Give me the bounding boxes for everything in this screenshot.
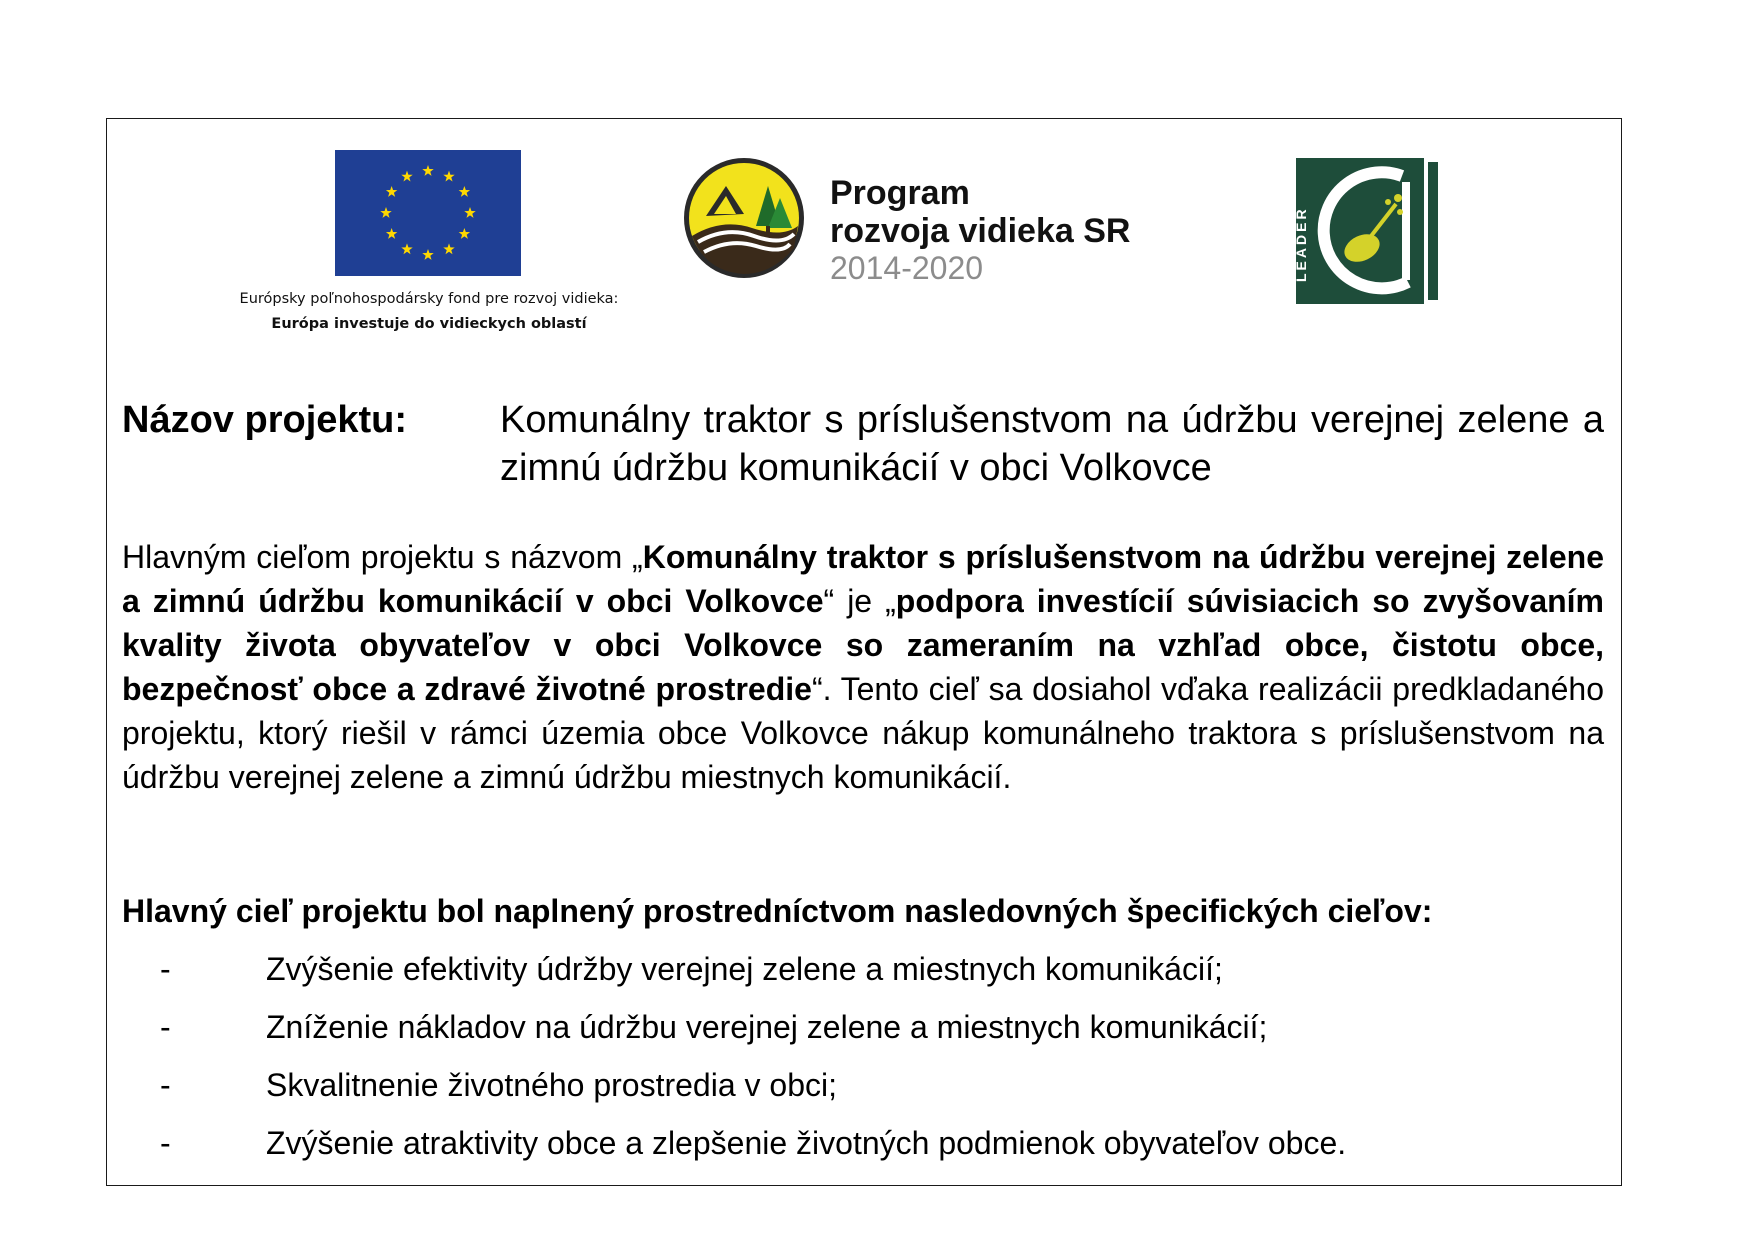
list-bullet: - — [160, 1067, 171, 1103]
project-description — [122, 535, 1604, 799]
list-bullet: - — [160, 1009, 171, 1045]
rural-development-program-text — [830, 174, 1130, 286]
program-line2: rozvoja vidieka SR — [830, 212, 1131, 250]
description-text-1: Hlavným cieľom projektu s názvom „ — [122, 539, 643, 575]
goal-text: Zvýšenie atraktivity obce a zlepšenie životných podmienok obyvateľov obce. — [266, 1125, 1347, 1161]
project-title-label: Názov projektu: — [122, 399, 408, 441]
description-text-2: “ je „ — [823, 583, 896, 619]
description-bold-1: Komunálny traktor s príslušenstvom na údržbu verejnej zelene a zimnú údržbu komunikácií v obci Volkovce — [122, 539, 1605, 619]
eu-fund-caption-line1: Európsky poľnohospodársky fond pre rozvoj vidieka: — [239, 291, 619, 307]
description-text-3: “. Tento cieľ sa dosiahol vďaka realizácii predkladaného projektu, ktorý riešil v rámci územia obce Volkovce nákup komunálneho traktora s príslušenstvom na údržbu verejnej zelene a zimnú údržbu miestnych komunikácií. — [122, 671, 1605, 795]
list-item — [122, 1121, 1602, 1179]
list-bullet: - — [160, 951, 171, 987]
list-item — [122, 1063, 1602, 1121]
eu-fund-caption-line2: Európa investuje do vidieckych oblastí — [271, 316, 587, 332]
leader-logo — [1293, 158, 1442, 304]
list-item — [122, 947, 1602, 1005]
program-line1: Program — [830, 174, 970, 212]
goal-text: Zvýšenie efektivity údržby verejnej zelene a miestnych komunikácií; — [266, 951, 1223, 987]
goal-text: Zníženie nákladov na údržbu verejnej zelene a miestnych komunikácií; — [266, 1009, 1268, 1045]
program-years: 2014-2020 — [830, 250, 984, 286]
list-bullet: - — [160, 1125, 171, 1161]
project-title-value: Komunálny traktor s príslušenstvom na údržbu verejnej zelene a zimnú údržbu komunikácií v obci Volkovce — [500, 399, 1604, 489]
list-item — [122, 1005, 1602, 1063]
description-bold-2: podpora investícií súvisiacich so zvyšovaním kvality života obyvateľov v obci Volkovce so zameraním na vzhľad obce, čistotu obce, bezpečnosť obce a zdravé životné prostredie — [122, 583, 1605, 707]
specific-goals-list — [122, 947, 1602, 1179]
rural-development-program-logo — [682, 156, 806, 280]
eu-fund-caption — [170, 287, 688, 337]
goal-text: Skvalitnenie životného prostredia v obci; — [266, 1067, 837, 1103]
leader-logo-text: LEADER — [1293, 206, 1309, 282]
specific-goals-heading: Hlavný cieľ projektu bol naplnený prostredníctvom nasledovných špecifických cieľov: — [122, 893, 1433, 929]
eu-flag-logo — [335, 150, 521, 276]
